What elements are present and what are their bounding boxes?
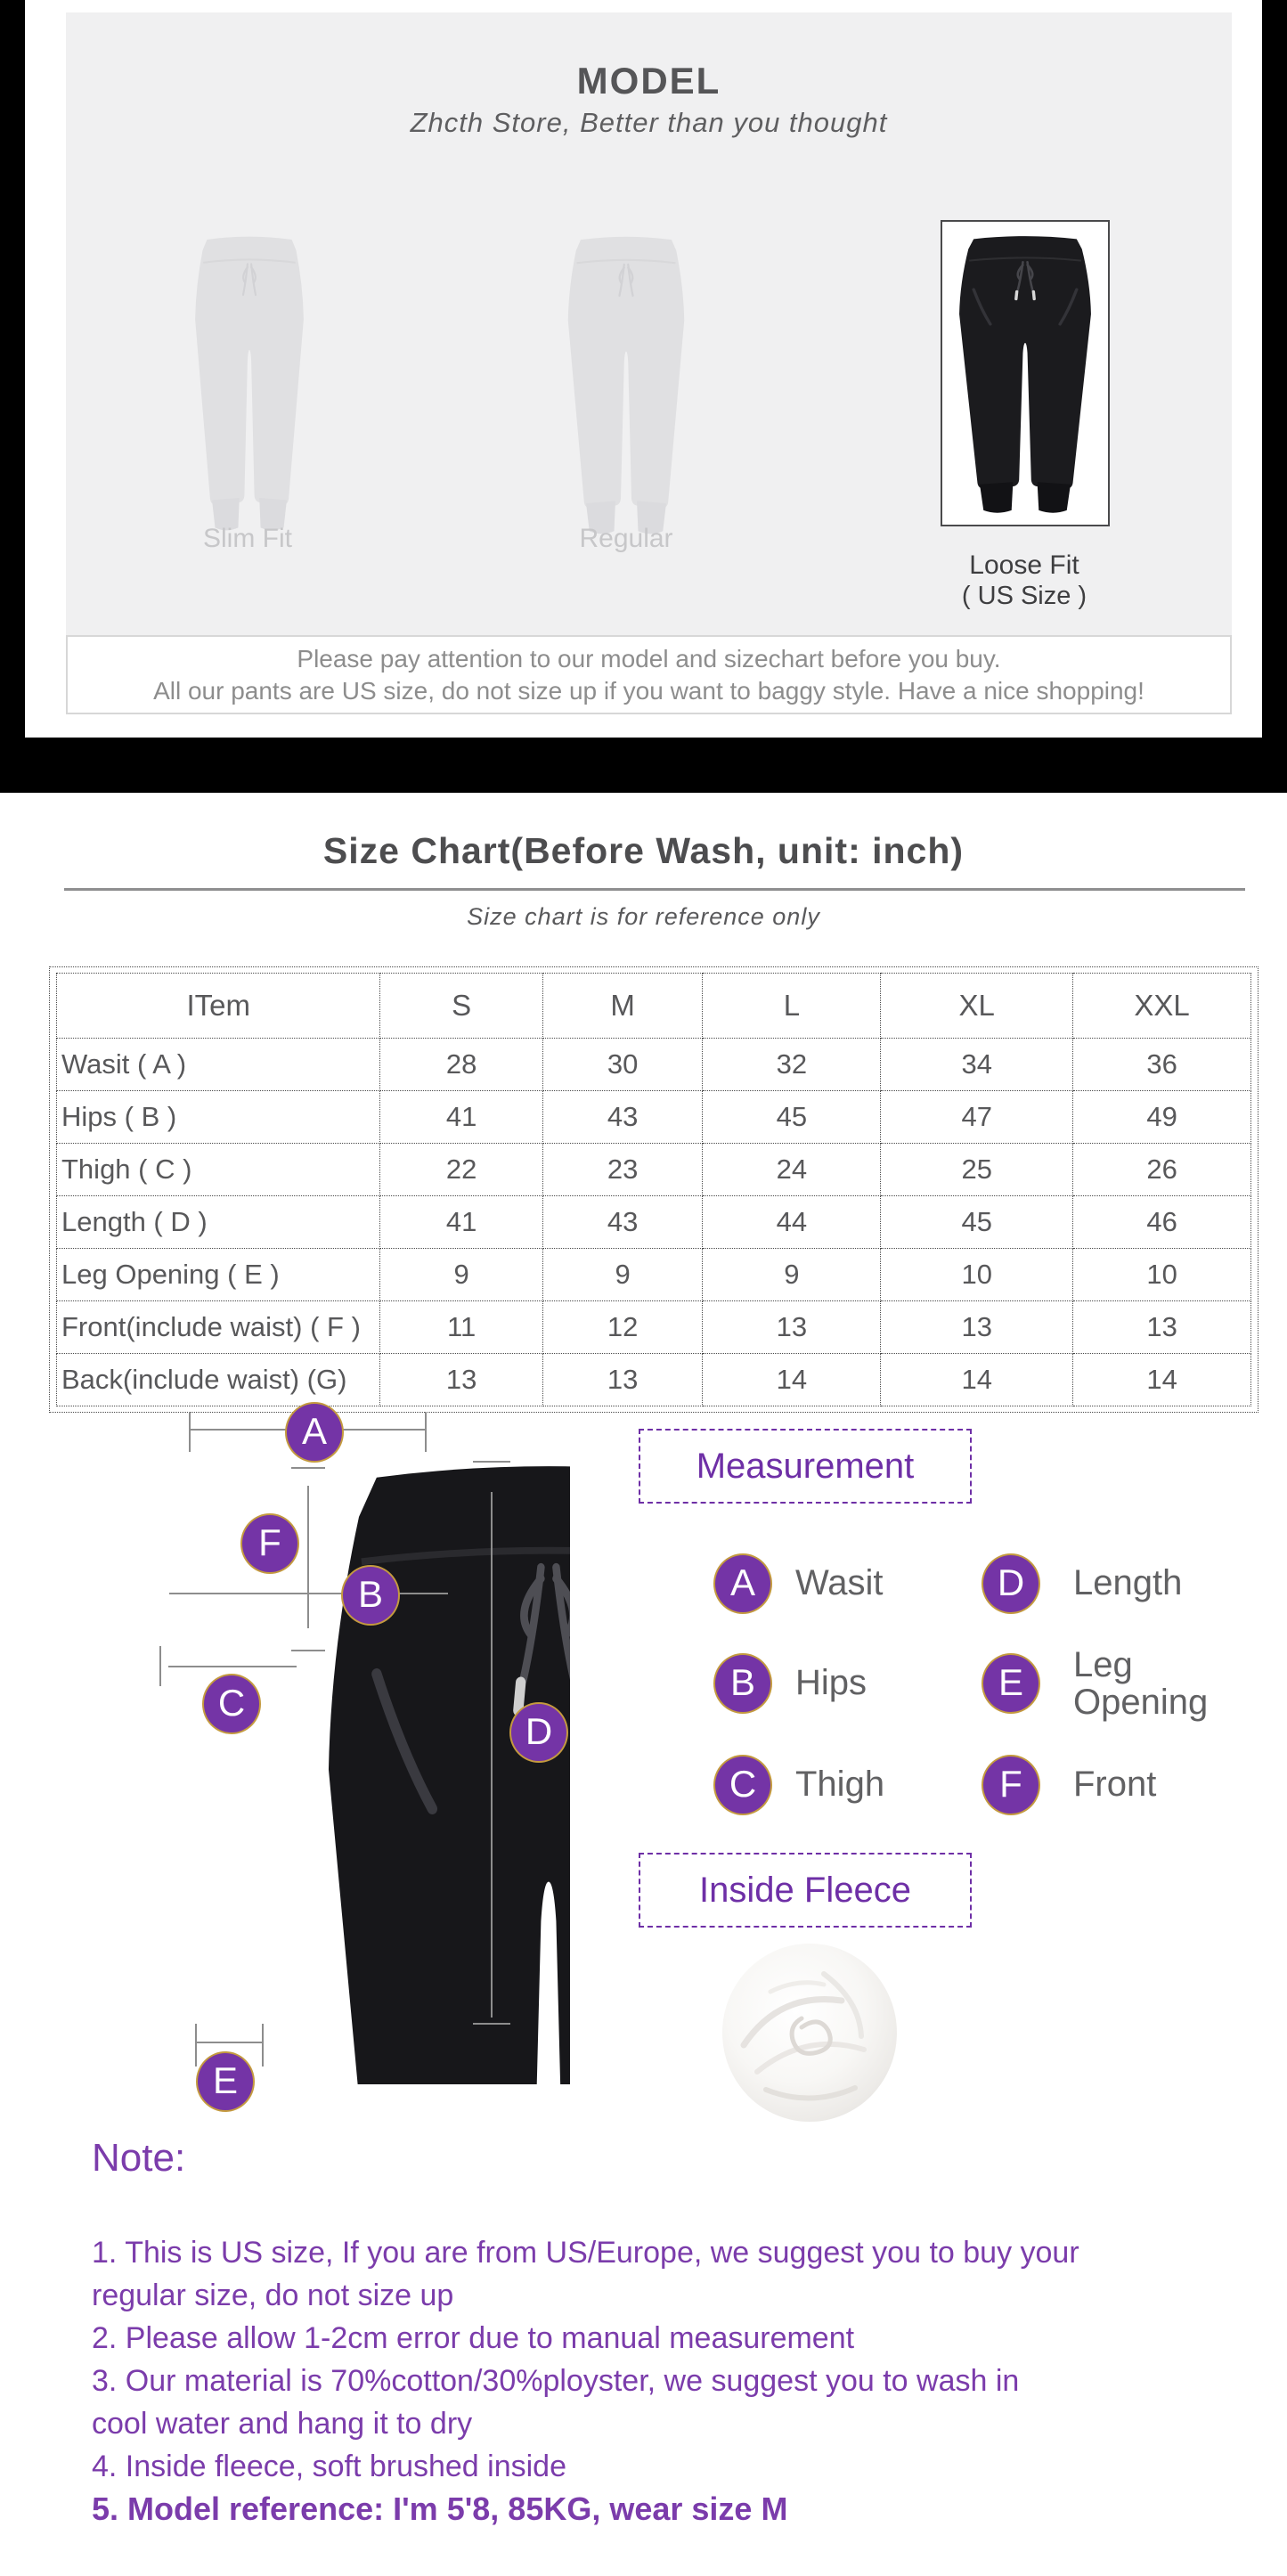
cell: 43 — [542, 1196, 703, 1249]
diagram-badge-a-icon: A — [285, 1402, 344, 1463]
cell: 14 — [1073, 1354, 1251, 1406]
frame-right-bar — [1262, 0, 1287, 793]
cell: 30 — [542, 1039, 703, 1091]
loose-fit-label: Loose Fit — [969, 550, 1079, 580]
legend-label-leg-opening: Leg Opening — [1073, 1645, 1209, 1722]
row-label: Front(include waist) ( F ) — [57, 1301, 380, 1354]
cell: 36 — [1073, 1039, 1251, 1091]
cell: 10 — [1073, 1249, 1251, 1301]
cell: 13 — [1073, 1301, 1251, 1354]
note-line-1b: regular size, do not size up — [92, 2278, 454, 2312]
legend-label-front: Front — [1073, 1765, 1157, 1804]
table-row — [57, 1039, 1251, 1091]
cell: 14 — [881, 1354, 1073, 1406]
row-label: Length ( D ) — [57, 1196, 380, 1249]
table-row — [57, 1144, 1251, 1196]
table-row — [57, 1196, 1251, 1249]
col-header-xl: XL — [881, 974, 1073, 1039]
legend-badge-b-icon: B — [713, 1653, 772, 1714]
diagram-badge-c-icon: C — [202, 1674, 261, 1734]
cell: 26 — [1073, 1144, 1251, 1196]
loose-fit-sublabel: ( US Size ) — [961, 582, 1087, 610]
diagram-badge-e-icon: E — [196, 2051, 255, 2112]
row-label: Back(include waist) (G) — [57, 1354, 380, 1406]
table-header-row — [57, 974, 1251, 1039]
cell: 9 — [380, 1249, 542, 1301]
cell: 13 — [881, 1301, 1073, 1354]
legend-badge-d-icon: D — [982, 1553, 1040, 1614]
col-header-xxl: XXL — [1073, 974, 1251, 1039]
slim-fit-pants-image — [187, 229, 312, 535]
cell: 44 — [703, 1196, 881, 1249]
note-heading: Note: — [92, 2136, 186, 2180]
section-divider-bar — [0, 738, 1287, 793]
cell: 49 — [1073, 1091, 1251, 1144]
note-body — [92, 2231, 1276, 2531]
cell: 41 — [380, 1091, 542, 1144]
cell: 45 — [881, 1196, 1073, 1249]
col-header-l: L — [703, 974, 881, 1039]
inside-fleece-title: Inside Fleece — [699, 1870, 911, 1910]
note-line-3b: cool water and hang it to dry — [92, 2407, 473, 2441]
legend-badge-e-icon: E — [982, 1653, 1040, 1714]
cell: 13 — [542, 1354, 703, 1406]
cell: 13 — [703, 1301, 881, 1354]
diagram-badge-f-icon: F — [240, 1513, 299, 1574]
cell: 46 — [1073, 1196, 1251, 1249]
measurement-title-box — [639, 1429, 972, 1504]
cell: 12 — [542, 1301, 703, 1354]
slim-fit-label: Slim Fit — [203, 524, 292, 553]
table-row — [57, 1301, 1251, 1354]
cell: 22 — [380, 1144, 542, 1196]
size-chart-table — [49, 966, 1258, 1413]
cell: 43 — [542, 1091, 703, 1144]
cell: 41 — [380, 1196, 542, 1249]
col-header-item: ITem — [57, 974, 380, 1039]
note-line-3: 3. Our material is 70%cotton/30%ployster, we suggest you to wash in — [92, 2364, 1020, 2398]
legend-badge-c-icon: C — [713, 1755, 772, 1815]
note-line-1: 1. This is US size, If you are from US/Europe, we suggest you to buy your — [92, 2236, 1079, 2270]
title-rule — [64, 888, 1245, 891]
size-chart-subtitle: Size chart is for reference only — [467, 903, 820, 930]
notice-line-1: Please pay attention to our model and sizechart before you buy. — [297, 645, 1001, 673]
table-row — [57, 1091, 1251, 1144]
cell: 47 — [881, 1091, 1073, 1144]
frame-left-bar — [0, 0, 25, 793]
diagram-badge-b-icon: B — [341, 1565, 400, 1626]
legend-badge-f-icon: F — [982, 1755, 1040, 1815]
note-line-5: 5. Model reference: I'm 5'8, 85KG, wear size M — [92, 2490, 788, 2527]
cell: 14 — [703, 1354, 881, 1406]
cell: 34 — [881, 1039, 1073, 1091]
row-label: Leg Opening ( E ) — [57, 1249, 380, 1301]
model-title: MODEL — [576, 60, 721, 102]
inside-fleece-title-box — [639, 1853, 972, 1928]
model-subtitle: Zhcth Store, Better than you thought — [410, 107, 888, 138]
legend-badge-a-icon: A — [713, 1553, 772, 1614]
cell: 28 — [380, 1039, 542, 1091]
col-header-m: M — [542, 974, 703, 1039]
cell: 10 — [881, 1249, 1073, 1301]
regular-fit-pants-image — [559, 229, 693, 539]
col-header-s: S — [380, 974, 542, 1039]
cell: 24 — [703, 1144, 881, 1196]
legend-label-hips: Hips — [795, 1663, 868, 1702]
table-row — [57, 1354, 1251, 1406]
legend-label-wasit: Wasit — [795, 1563, 884, 1602]
row-label: Hips ( B ) — [57, 1091, 380, 1144]
cell: 25 — [881, 1144, 1073, 1196]
note-line-4: 4. Inside fleece, soft brushed inside — [92, 2450, 566, 2483]
cell: 13 — [380, 1354, 542, 1406]
cell: 9 — [542, 1249, 703, 1301]
diagram-badge-d-icon: D — [509, 1702, 568, 1763]
cell: 11 — [380, 1301, 542, 1354]
cell: 9 — [703, 1249, 881, 1301]
regular-fit-label: Regular — [579, 524, 673, 553]
size-chart-title: Size Chart(Before Wash, unit: inch) — [322, 830, 965, 871]
fleece-fabric-image — [717, 1938, 904, 2127]
measurement-diagram — [71, 1407, 570, 2084]
cell: 32 — [703, 1039, 881, 1091]
note-line-2: 2. Please allow 1-2cm error due to manual measurement — [92, 2321, 855, 2355]
legend-label-length: Length — [1073, 1563, 1183, 1602]
cell: 45 — [703, 1091, 881, 1144]
notice-line-2: All our pants are US size, do not size up if you want to baggy style. Have a nice shopping! — [153, 677, 1144, 705]
legend-label-thigh: Thigh — [795, 1765, 885, 1804]
row-label: Thigh ( C ) — [57, 1144, 380, 1196]
row-label: Wasit ( A ) — [57, 1039, 380, 1091]
measurement-title: Measurement — [696, 1446, 915, 1486]
cell: 23 — [542, 1144, 703, 1196]
loose-fit-pants-image — [941, 220, 1110, 526]
table-row — [57, 1249, 1251, 1301]
